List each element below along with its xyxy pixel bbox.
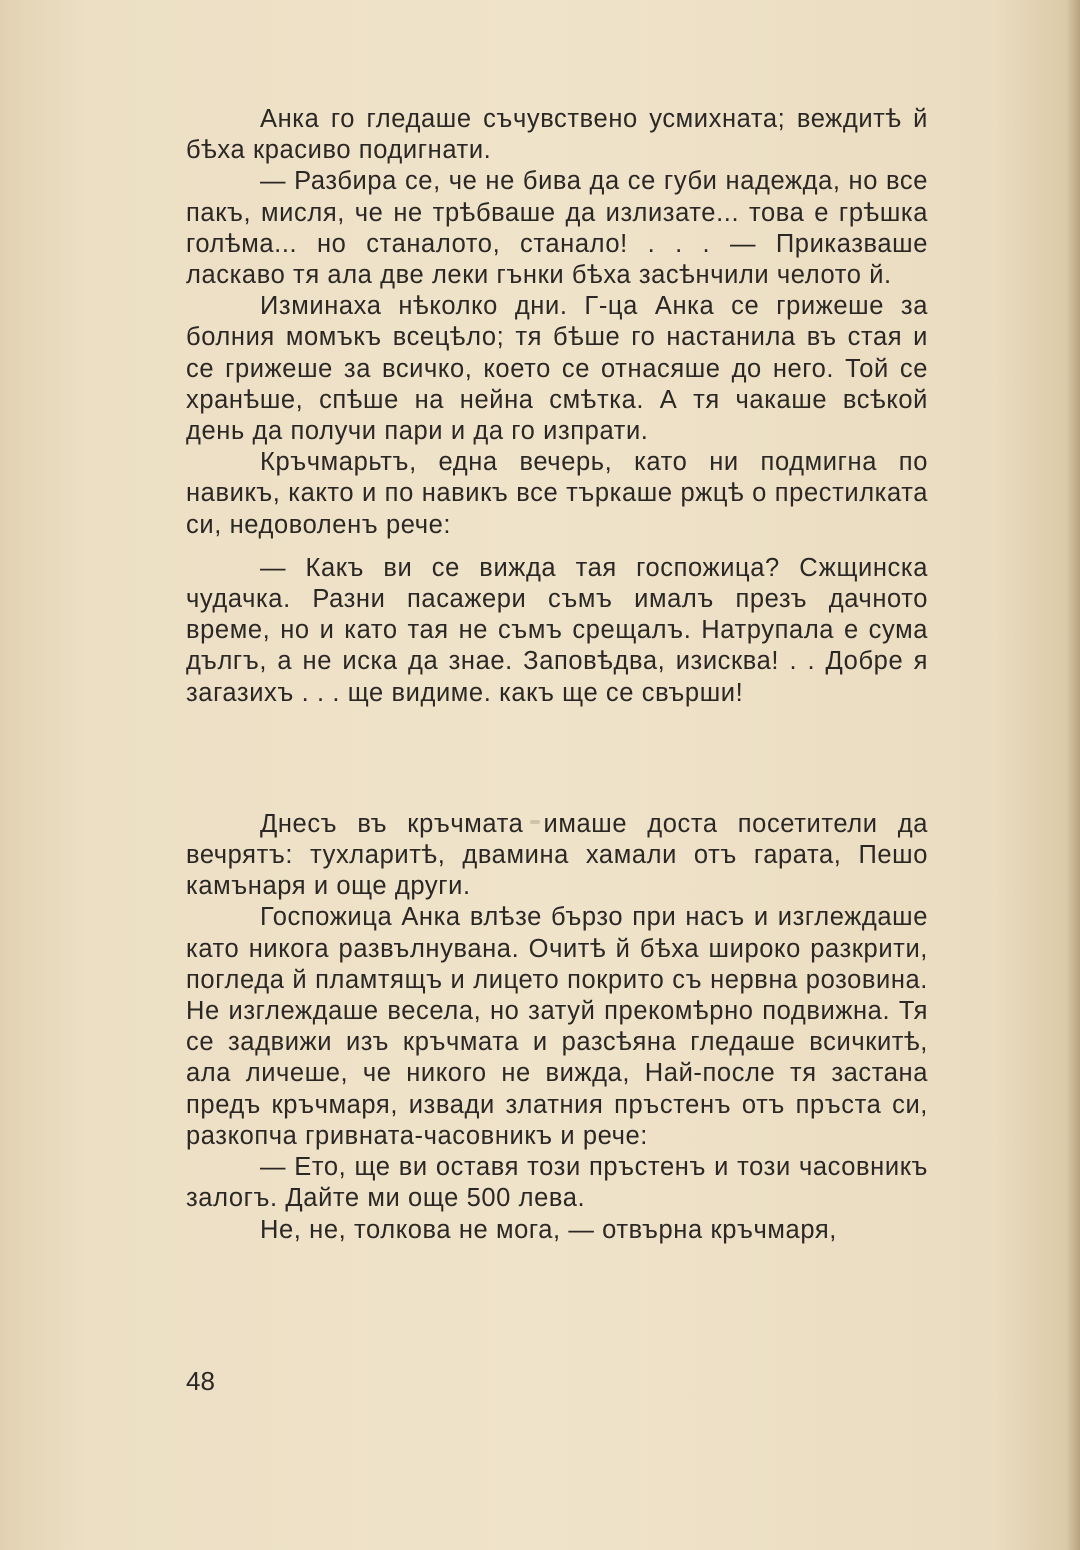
section-break bbox=[186, 709, 928, 809]
body-text bbox=[186, 104, 928, 1246]
page-edge-shadow bbox=[1066, 0, 1080, 1550]
paragraph: Днесъ въ кръчмата имаше доста посетители да вечрятъ: тухларитѣ, двамина хамали отъ гарата, Пешо камънаря и още други. bbox=[186, 809, 928, 901]
paragraph-dialog: — Какъ ви се вижда тая госпожица? Сжщинска чудачка. Разни пасажери съмъ ималъ презъ дачното време, но и като тая не съмъ срещалъ. Натрупала е сума дългъ, а не иска да знае. Заповѣдва, изисква! . . Добре я загазихъ . . . ще видиме. какъ ще се свърши! bbox=[186, 553, 928, 707]
paragraph: — Разбира се, че не бива да се губи надежда, но все пакъ, мисля, че не трѣбваше да излизате... това е грѣшка голѣма... но станалото, станало! . . . — Приказваше ласкаво тя ала две леки гънки бѣха засѣнчили челото й. bbox=[186, 167, 928, 290]
paragraph: — Ето, ще ви оставя този пръстенъ и този часовникъ залогъ. Дайте ми още 500 лева. bbox=[186, 1153, 928, 1213]
paragraph: Госпожица Анка влѣзе бързо при насъ и изглеждаше като никога развълнувана. Очитѣ й бѣха широко разкрити, погледа й пламтящъ и лицето покрито съ нервна розовина. Не изглеждаше весела, но затуй прекомѣрно подвижна. Тя се задвижи изъ кръчмата и разсѣяна гледаше всичкитѣ, ала личеше, че никого не вижда, Най-после тя застана предъ кръчмаря, извади златния пръстенъ отъ пръста си, разкопча гривната-часовникъ и рече: bbox=[186, 903, 928, 1150]
paragraph: Изминаха нѣколко дни. Г-ца Анка се грижеше за болния момъкъ всецѣло; тя бѣше го настанила въ стая и се грижеше за всичко, което се отнасяше до него. Той се хранѣше, спѣше на нейна смѣтка. А тя чакаше всѣкой день да получи пари и да го изпрати. bbox=[186, 292, 928, 446]
paragraph: Не, не, толкова не мога, — отвърна кръчмаря, bbox=[260, 1215, 837, 1244]
paragraph: Кръчмарьтъ, една вечерь, като ни подмигна по навикъ, както и по навикъ все търкаше ржцѣ о престилката си, недоволенъ рече: bbox=[186, 448, 928, 539]
paragraph: Анка го гледаше съчувствено усмихната; веждитѣ й бѣха красиво подигнати. bbox=[186, 105, 928, 165]
page-number: 48 bbox=[186, 1366, 215, 1396]
section-separator-mark bbox=[530, 820, 540, 824]
